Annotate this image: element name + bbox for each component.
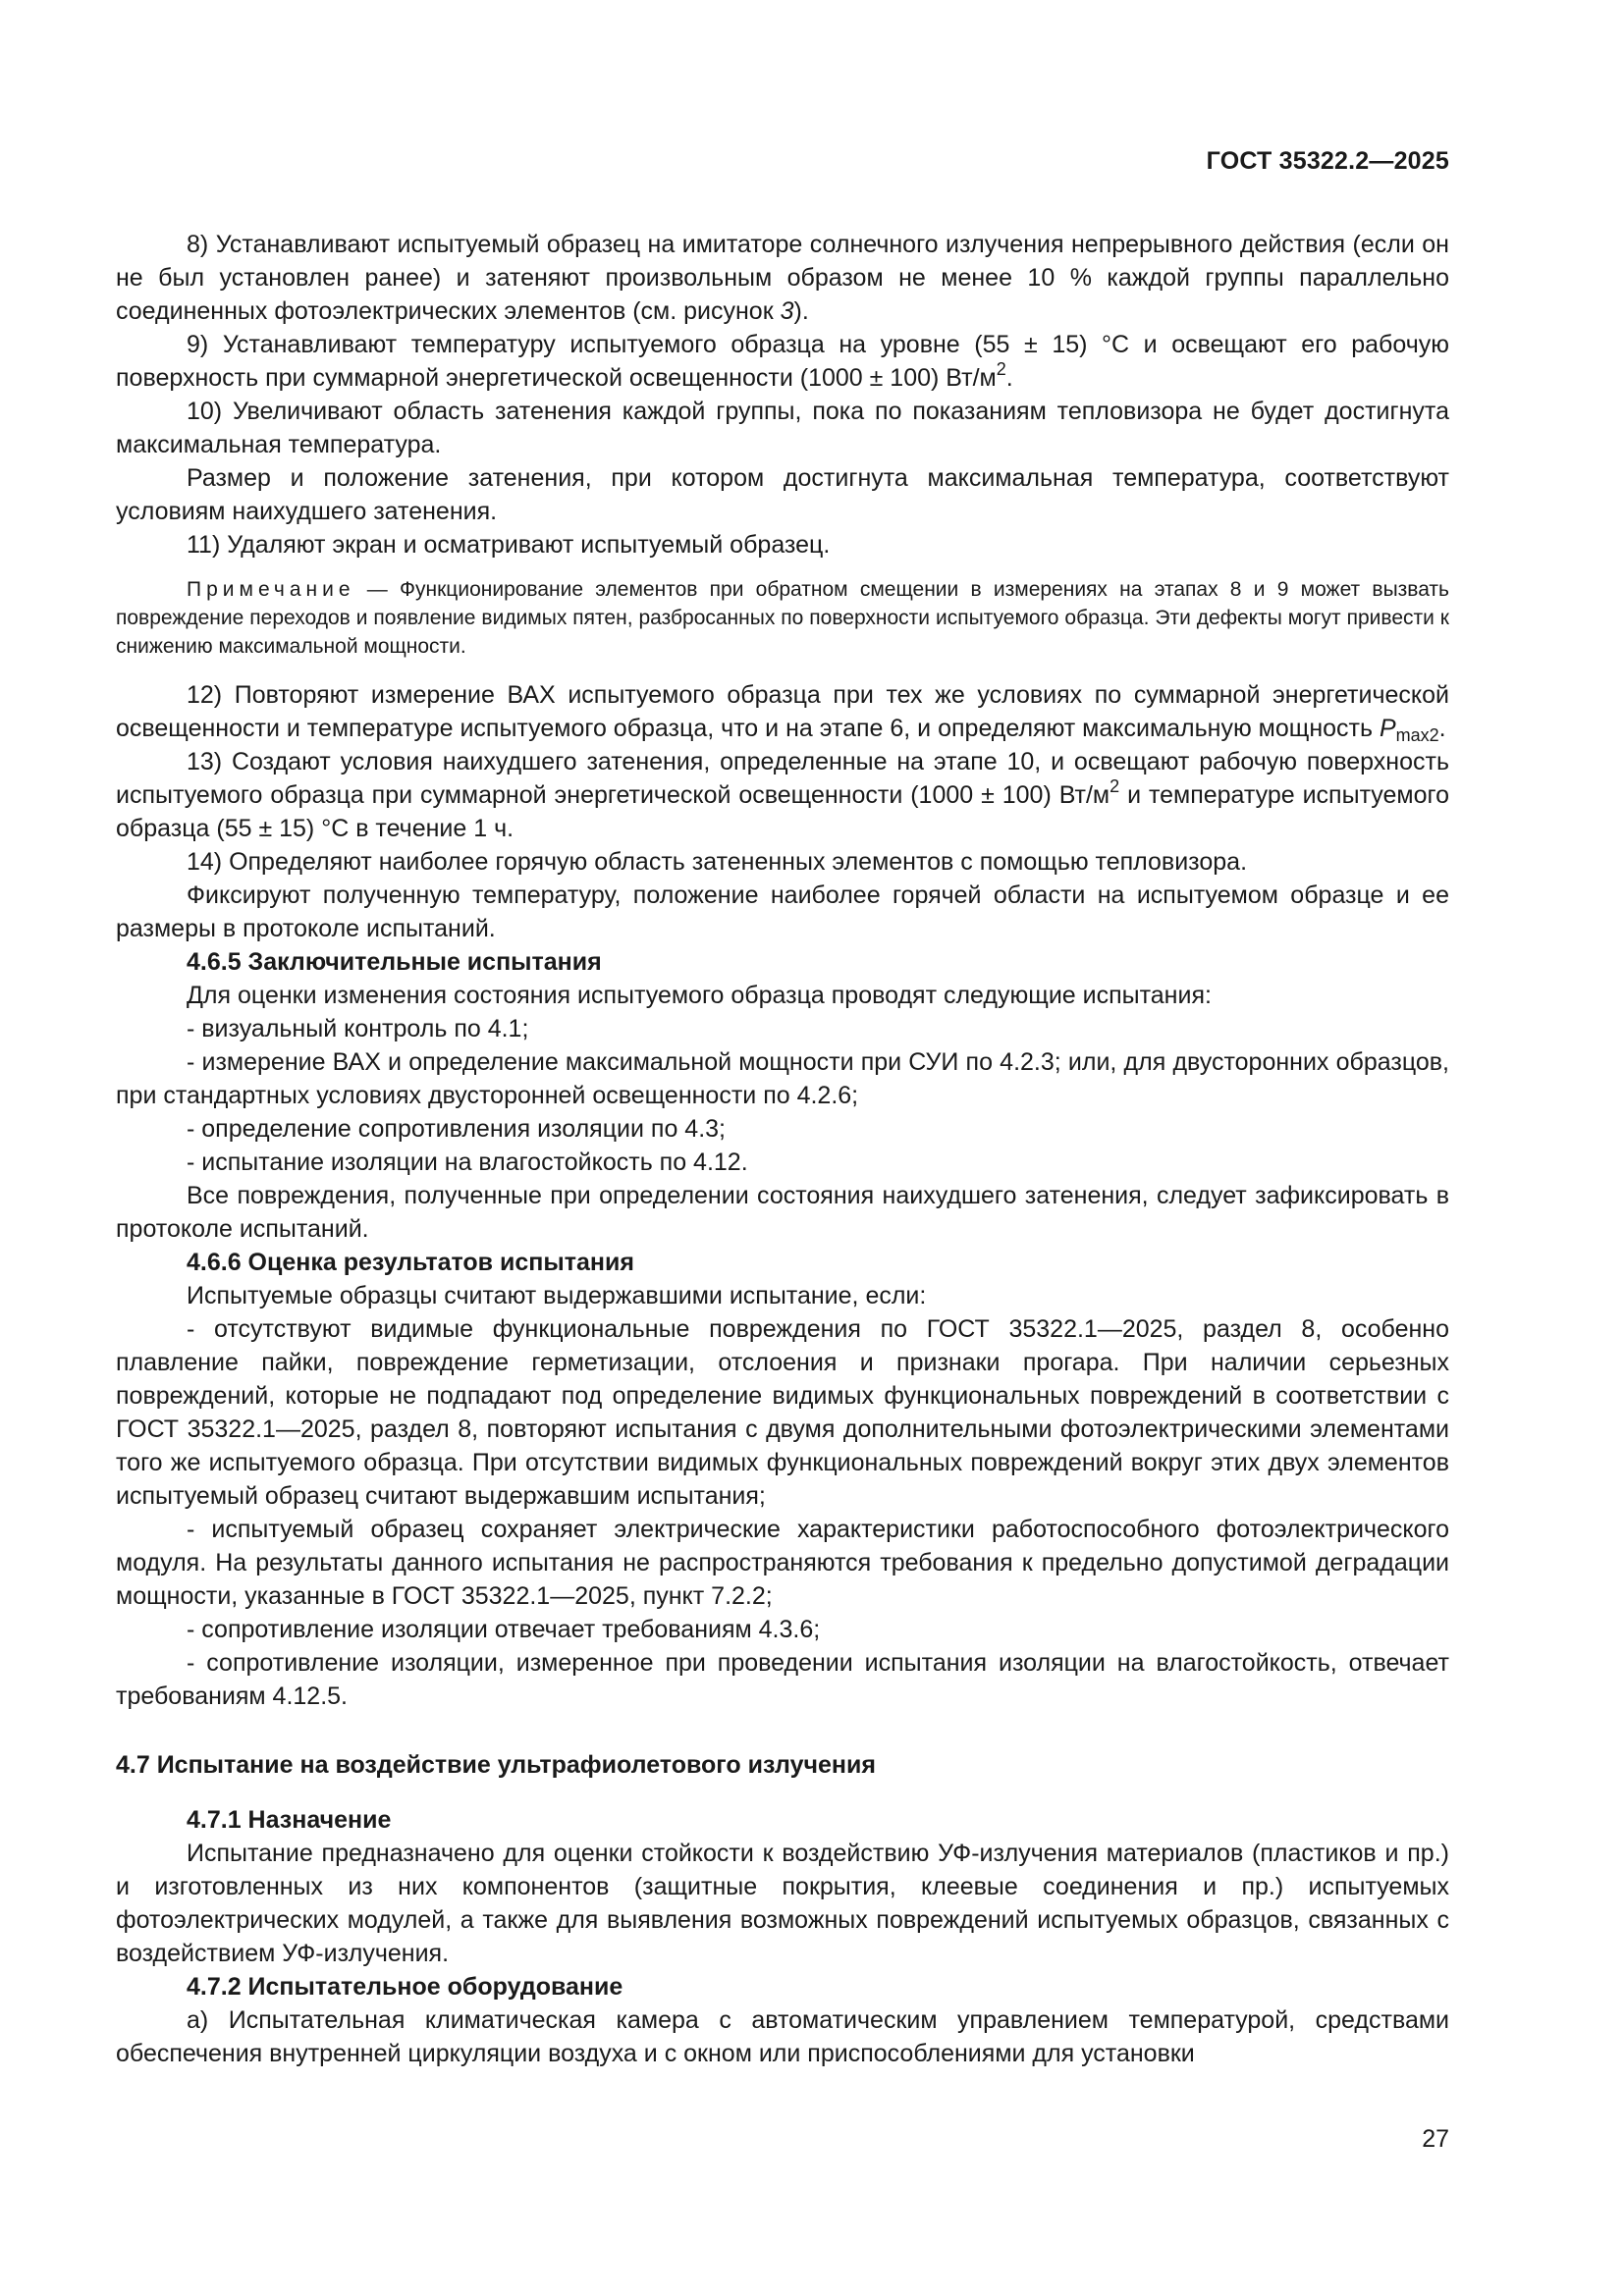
section-heading-4-7-2: 4.7.2 Испытательное оборудование (187, 1973, 623, 2001)
note-block (116, 575, 1449, 661)
document-header: ГОСТ 35322.2—2025 (1206, 147, 1449, 175)
paragraph-step-11: 11) Удаляют экран и осматривают испытуемый образец. (187, 531, 831, 559)
list-item: - визуальный контроль по 4.1; (187, 1015, 529, 1042)
paragraph-step-14-detail: Фиксируют полученную температуру, положение наиболее горячей области на испытуемом образце и ее размеры в протоколе испытаний. (116, 881, 1449, 942)
figure-ref: 3 (780, 297, 794, 325)
paragraph-step-10-detail: Размер и положение затенения, при котором достигнута максимальная температура, соответствуют условиям наихудшего затенения. (116, 464, 1449, 525)
paragraph-step-13: 13) Создают условия наихудшего затенения, определенные на этапе 10, и освещают рабочую поверхность испытуемого образца при суммарной энергетической освещенности (1000 ± 100) $Вт/м^2$ и температуре испытуемого образца (55 ± 15) °С в течение 1 ч. (116, 748, 1449, 842)
paragraph-4-7-1: Испытание предназначено для оценки стойкости к воздействию УФ-излучения материалов (пластиков и пр.) и изготовленных из них компонентов (защитные покрытия, клеевые соединения и пр.) испытуемых фотоэлектрических модулей, а также для выявления возможных повреждений испытуемых образцов, связанных с воздействием УФ-излучения. (116, 1840, 1449, 1967)
note-label: Примечание (187, 578, 355, 601)
list-item: - отсутствуют видимые функциональные повреждения по ГОСТ 35322.1—2025, раздел 8, особенно плавление пайки, повреждение герметизации, отслоения и признаки прогара. При наличии серьезных повреждений, которые не подпадают под определение видимых функциональных повреждений в соответствии с ГОСТ 35322.1—2025, раздел 8, повторяют испытания с двумя дополнительными фотоэлектрическими элементами того же испытуемого образца. При отсутствии видимых функциональных повреждений вокруг этих двух элементов испытуемый образец считают выдержавшим испытания; (116, 1315, 1449, 1510)
list-item: - сопротивление изоляции отвечает требованиям 4.3.6; (187, 1616, 821, 1643)
list-item: - сопротивление изоляции, измеренное при проведении испытания изоляции на влагостойкость, отвечает требованиям 4.12.5. (116, 1649, 1449, 1710)
section-heading-4-7-1: 4.7.1 Назначение (187, 1806, 392, 1834)
paragraph-4-7-2-a: а) Испытательная климатическая камера с автоматическим управлением температурой, средствами обеспечения внутренней циркуляции воздуха и с окном или приспособлениями для установки (116, 2006, 1449, 2067)
paragraph-step-12: 12) Повторяют измерение ВАХ испытуемого образца при тех же условиях по суммарной энергетической освещенности и температуре испытуемого образца, что и на этапе 6, и определяют максимальную мощность $P_{max2}$. (116, 681, 1449, 745)
paragraph-step-14: 14) Определяют наиболее горячую область затененных элементов с помощью тепловизора. (187, 848, 1248, 876)
paragraph-4-6-5-damage: Все повреждения, полученные при определении состояния наихудшего затенения, следует зафиксировать в протоколе испытаний. (116, 1182, 1449, 1243)
list-item: - испытуемый образец сохраняет электрические характеристики работоспособного фотоэлектрического модуля. На результаты данного испытания не распространяются требования к предельно допустимой деградации мощности, указанные в ГОСТ 35322.1—2025, пункт 7.2.2; (116, 1516, 1449, 1610)
section-heading-4-6-5: 4.6.5 Заключительные испытания (187, 948, 602, 976)
list-item: - испытание изоляции на влагостойкость по 4.12. (187, 1148, 748, 1176)
document-body (116, 228, 1449, 2070)
paragraph-4-6-6: Испытуемые образцы считают выдержавшими испытание, если: (187, 1282, 927, 1309)
section-heading-4-6-6: 4.6.6 Оценка результатов испытания (187, 1249, 634, 1276)
note-text: — Функционирование элементов при обратном смещении в измерениях на этапах 8 и 9 может вызвать повреждение переходов и появление видимых пятен, разбросанных по поверхности испытуемого образца. Эти дефекты могут привести к снижению максимальной мощности. (116, 578, 1449, 658)
paragraph-step-9: 9) Устанавливают температуру испытуемого образца на уровне (55 ± 15) °С и освещают его рабочую поверхность при суммарной энергетической освещенности (1000 ± 100) $Вт/м^2$. (116, 331, 1449, 392)
list-item: - измерение ВАХ и определение максимальной мощности при СУИ по 4.2.3; или, для двусторонних образцов, при стандартных условиях двусторонней освещенности по 4.2.6; (116, 1048, 1449, 1109)
document-page (116, 0, 1449, 2296)
page-number: 27 (1422, 2125, 1449, 2153)
paragraph-4-6-5: Для оценки изменения состояния испытуемого образца проводят следующие испытания: (187, 982, 1212, 1009)
paragraph-step-10: 10) Увеличивают область затенения каждой группы, пока по показаниям тепловизора не будет достигнута максимальная температура. (116, 398, 1449, 458)
paragraph-step-8: 8) Устанавливают испытуемый образец на имитаторе солнечного излучения непрерывного действия (если он не был установлен ранее) и затеняют произвольным образом не менее 10 % каждой группы параллельно соединенных фотоэлектрических элементов (см. рисунок 3). (116, 231, 1449, 325)
section-heading-4-7: 4.7 Испытание на воздействие ультрафиолетового излучения (116, 1751, 876, 1779)
list-item: - определение сопротивления изоляции по 4.3; (187, 1115, 726, 1143)
